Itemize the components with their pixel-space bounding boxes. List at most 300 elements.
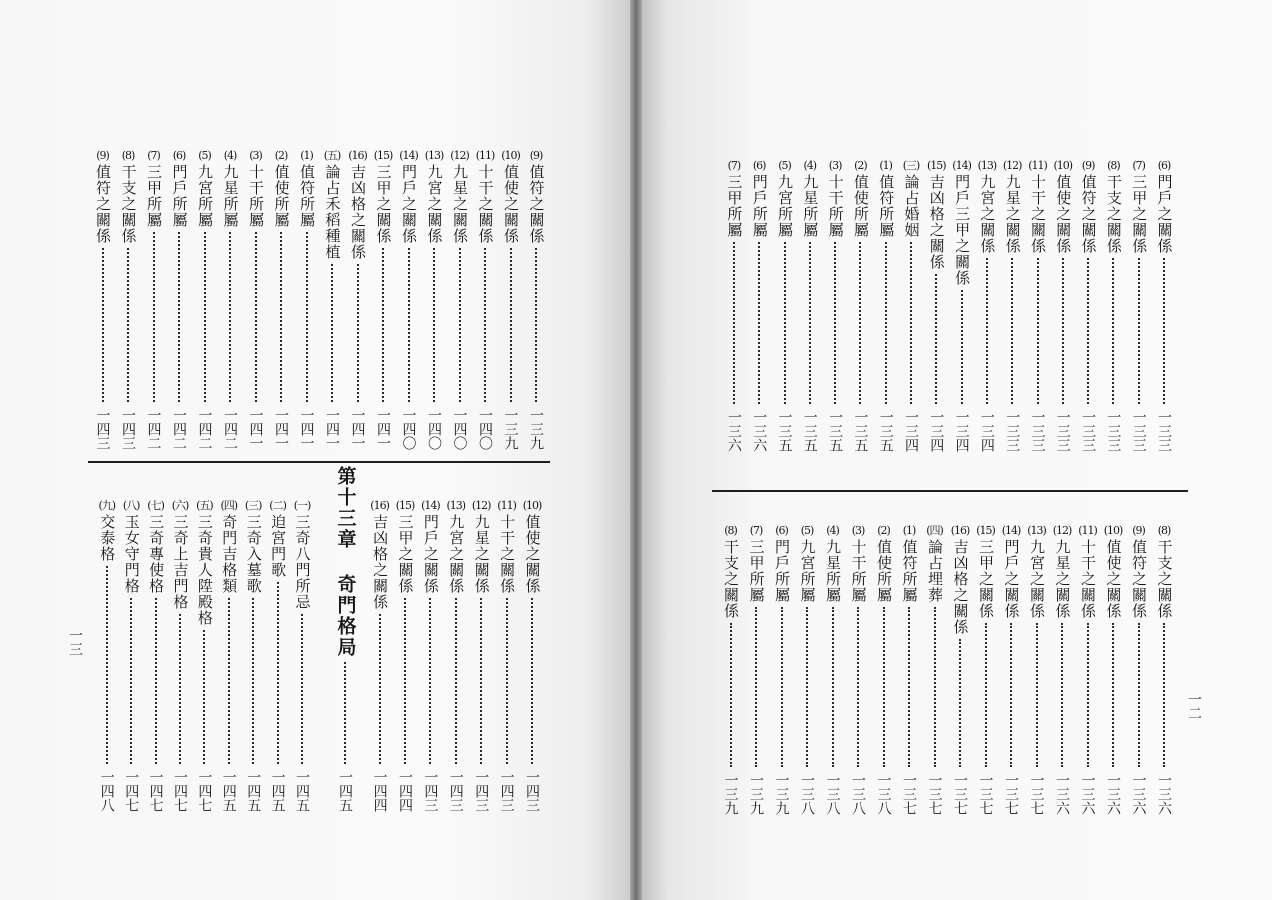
toc-entry [397, 150, 421, 450]
leader-dots [408, 248, 410, 402]
entry-title: 十干之關係 [1029, 174, 1047, 254]
toc-entry [1050, 525, 1074, 815]
entry-page-number: 一三六 [1130, 773, 1147, 815]
entry-number: (12) [1002, 159, 1022, 172]
leader-dots [1037, 258, 1039, 404]
leader-dots [885, 242, 887, 404]
entry-page-number: 一四五 [245, 770, 262, 812]
toc-entry [950, 160, 974, 452]
entry-page-number: 一四七 [196, 770, 213, 812]
toc-entry [795, 525, 819, 815]
entry-title: 干支之關係 [119, 164, 138, 244]
leader-dots [480, 598, 482, 764]
entry-number: (15) [976, 524, 995, 537]
entry-number: (12) [450, 149, 469, 162]
toc-entry [91, 150, 115, 450]
leader-dots [429, 598, 431, 764]
entry-page-number: 一三六 [1105, 773, 1121, 815]
leader-dots [1112, 258, 1114, 404]
entry-title: 三甲之關係 [977, 539, 995, 619]
entry-title: 干支之關係 [722, 539, 740, 619]
entry-title: 九宮之關係 [425, 164, 444, 244]
entry-title: 玉女守門格 [122, 514, 141, 594]
leader-dots [178, 232, 180, 402]
toc-entry [1101, 160, 1125, 452]
entry-title: 門戶所屬 [170, 164, 189, 228]
entry-page-number: 一三五 [801, 410, 818, 452]
toc-entry [846, 525, 870, 815]
leader-dots [277, 582, 279, 764]
entry-number: (10) [501, 149, 520, 162]
toc-entry [923, 525, 947, 815]
entry-title: 值符所屬 [877, 174, 896, 238]
entry-page-number: 一三三 [1080, 410, 1097, 452]
entry-page-number: 一四七 [123, 770, 140, 812]
entry-title: 吉凶格之關係 [371, 514, 390, 610]
toc-entry [719, 525, 743, 815]
entry-page-number: 一三五 [776, 410, 793, 452]
leader-dots [755, 607, 757, 767]
toc-entry [823, 160, 847, 452]
toc-entry [193, 150, 217, 450]
entry-page-number: 一四一 [324, 408, 340, 450]
leader-dots [1011, 258, 1013, 404]
leader-dots [834, 242, 836, 404]
entry-title: 干支之關係 [1104, 174, 1123, 254]
entry-page-number: 一三九 [773, 773, 790, 815]
toc-entry [295, 150, 319, 450]
leader-dots [433, 248, 435, 402]
entry-page-number: 一三七 [952, 773, 968, 815]
entry-number: (14) [399, 149, 418, 162]
leader-dots [935, 274, 937, 404]
entry-title: 九星所屬 [824, 539, 842, 603]
toc-entry [95, 500, 119, 812]
entry-page-number: 一四七 [147, 770, 164, 812]
entry-number: (12) [471, 499, 491, 512]
entry-number: (三) [244, 499, 262, 512]
entry-title: 三甲所屬 [145, 164, 163, 228]
entry-number: (7) [147, 149, 160, 162]
leader-dots [1163, 623, 1165, 767]
toc-entry [722, 160, 746, 452]
leader-dots [179, 614, 181, 764]
leader-dots [203, 630, 205, 764]
leader-dots [985, 623, 987, 767]
toc-entry [1127, 160, 1151, 452]
entry-number: (1) [902, 524, 916, 537]
toc-entry [266, 500, 290, 812]
leader-dots [153, 232, 155, 402]
entry-page-number: 一四二 [196, 408, 213, 450]
entry-title: 論占禾稻種植 [323, 164, 342, 260]
entry-title: 門戶所屬 [750, 174, 769, 238]
entry-number: (5) [778, 159, 791, 172]
toc-entry [269, 150, 293, 450]
entry-title: 三奇八門所忌 [293, 514, 312, 610]
entry-page-number: 一三七 [926, 773, 943, 815]
entry-title: 門戶之關係 [1155, 174, 1174, 254]
toc-entry [320, 150, 344, 450]
toc-entry [116, 150, 140, 450]
entry-page-number: 一四三 [120, 408, 136, 450]
entry-title: 迫宮門歌 [269, 514, 288, 578]
entry-number: (五) [323, 149, 341, 162]
leader-dots [1062, 258, 1064, 404]
entry-page-number: 一三三 [1004, 410, 1021, 452]
toc-entry [422, 150, 446, 450]
entry-page-number: 一四〇 [477, 408, 493, 450]
toc-entry [975, 160, 999, 452]
entry-page-number: 一四五 [269, 770, 286, 812]
entry-page-number: 一三八 [824, 773, 841, 815]
entry-number: (16) [370, 499, 389, 512]
entry-number: (6) [1157, 159, 1171, 172]
toc-entry [119, 500, 143, 812]
entry-page-number: 一四七 [172, 770, 188, 812]
entry-page-number: 一四四 [371, 770, 388, 812]
leader-dots [484, 248, 486, 402]
toc-entry [1076, 160, 1100, 452]
entry-title: 三甲之關係 [1130, 174, 1149, 254]
entry-number: (9) [96, 149, 109, 162]
entry-title: 值符之關係 [1079, 174, 1098, 254]
toc-entry [798, 160, 822, 452]
entry-page-number: 一四〇 [426, 408, 442, 450]
entry-title: 值使所屬 [272, 164, 291, 228]
entry-page-number: 一四三 [422, 770, 439, 812]
toc-entry [1000, 160, 1024, 452]
entry-number: (1) [879, 159, 892, 172]
chapter-title: 第十三章 奇門格局 [334, 466, 357, 658]
leader-dots [127, 248, 129, 402]
entry-title: 奇門吉格類 [220, 514, 239, 594]
toc-entry [1025, 525, 1049, 815]
entry-title: 值符所屬 [298, 164, 316, 228]
toc-entry [872, 525, 896, 815]
leader-dots [229, 232, 231, 402]
entry-number: (3) [249, 149, 262, 162]
toc-entry [469, 500, 493, 812]
entry-number: (2) [854, 159, 867, 172]
leader-dots [832, 607, 834, 767]
entry-number: (二) [269, 499, 286, 512]
entry-page-number: 一三八 [875, 773, 892, 815]
right-folio: 一二 [1186, 692, 1202, 720]
entry-title: 九宮所屬 [776, 174, 794, 238]
entry-title: 值符之關係 [94, 164, 112, 244]
entry-title: 論占埋葬 [926, 539, 944, 603]
entry-title: 三甲所屬 [747, 539, 766, 603]
entry-page-number: 一四一 [349, 408, 366, 450]
entry-number: (14) [1001, 524, 1021, 537]
entry-title: 三甲所屬 [725, 174, 744, 238]
leader-dots [1087, 623, 1089, 767]
leader-dots [255, 232, 257, 402]
entry-number: (4) [223, 149, 237, 162]
toc-entry [747, 160, 771, 452]
entry-number: (7) [749, 524, 763, 537]
entry-page-number: 一三六 [1156, 773, 1172, 815]
entry-number: (七) [147, 499, 164, 512]
entry-number: (4) [826, 524, 839, 537]
entry-number: (1) [300, 149, 313, 162]
entry-number: (15) [395, 499, 415, 512]
entry-number: (11) [1028, 159, 1047, 172]
entry-title: 值使所屬 [851, 174, 870, 238]
toc-entry [368, 500, 392, 812]
entry-page-number: 一四三 [498, 770, 515, 812]
leader-dots [306, 232, 308, 402]
entry-title: 值使之關係 [502, 164, 520, 244]
entry-number: (14) [952, 159, 971, 172]
leader-dots [379, 614, 381, 764]
leader-dots [280, 232, 282, 402]
chapter-heading [330, 466, 360, 812]
leader-dots [781, 607, 783, 767]
entry-page-number: 一三九 [528, 408, 544, 450]
leader-dots [331, 264, 333, 402]
entry-page-number: 一四四 [397, 770, 413, 812]
toc-entry [773, 160, 797, 452]
leader-dots [531, 598, 533, 764]
leader-dots [535, 248, 537, 402]
entry-page-number: 一四五 [294, 770, 310, 812]
entry-page-number: 一三三 [1054, 410, 1071, 452]
leader-dots [228, 598, 230, 764]
entry-page-number: 一四二 [171, 408, 187, 450]
leader-dots [1163, 258, 1165, 404]
leader-dots [1087, 258, 1089, 404]
entry-number: (八) [122, 499, 140, 512]
entry-number: (3) [851, 524, 865, 537]
entry-title: 吉凶格之關係 [349, 164, 367, 260]
entry-title: 九宮之關係 [978, 174, 997, 254]
entry-number: (16) [348, 149, 367, 162]
toc-entry [244, 150, 268, 450]
leader-dots [883, 607, 885, 767]
entry-page-number: 一四八 [98, 770, 115, 812]
leader-dots [1010, 623, 1012, 767]
entry-page-number: 一四三 [94, 408, 111, 450]
entry-page-number: 一三八 [850, 773, 866, 815]
entry-title: 值符之關係 [1130, 539, 1148, 619]
toc-entry [1051, 160, 1075, 452]
toc-entry [144, 500, 168, 812]
toc-entry [167, 150, 191, 450]
leader-dots [1138, 623, 1140, 767]
entry-number: (6) [775, 524, 788, 537]
leader-dots [455, 598, 457, 764]
entry-page-number: 一三三 [1130, 410, 1147, 452]
toc-entry [1026, 160, 1050, 452]
toc-entry [168, 500, 192, 812]
toc-entry [495, 500, 519, 812]
toc-entry [371, 150, 395, 450]
entry-page-number: 一四一 [298, 408, 315, 450]
entry-number: (3) [828, 159, 842, 172]
toc-entry [346, 150, 370, 450]
entry-number: (8) [121, 149, 135, 162]
entry-page-number: 一三八 [799, 773, 815, 815]
entry-number: (10) [1053, 159, 1073, 172]
leader-dots [908, 607, 910, 767]
right-section-divider [712, 490, 1188, 492]
leader-dots [758, 242, 760, 404]
entry-number: (一) [293, 499, 311, 512]
entry-number: (8) [1157, 524, 1171, 537]
leader-dots [204, 232, 206, 402]
toc-entry [848, 160, 872, 452]
entry-title: 三奇入墓歌 [244, 514, 263, 594]
leader-dots [1138, 258, 1140, 404]
entry-number: (16) [950, 524, 970, 537]
entry-title: 十干之關係 [1079, 539, 1097, 619]
entry-page-number: 一四二 [145, 408, 162, 450]
toc-entry [744, 525, 768, 815]
entry-number: (9) [1081, 159, 1095, 172]
leader-dots [510, 248, 512, 402]
leader-dots [344, 662, 346, 764]
entry-page-number: 一三六 [751, 410, 768, 452]
entry-page-number: 一三四 [953, 410, 970, 452]
entry-number: (2) [274, 149, 288, 162]
leader-dots [986, 258, 988, 404]
entry-title: 值使所屬 [875, 539, 893, 603]
leader-dots [106, 566, 108, 764]
entry-page-number: 一三三 [1029, 410, 1046, 452]
entry-title: 九宮之關係 [1028, 539, 1046, 619]
entry-title: 十干所屬 [826, 174, 845, 238]
entry-number: (6) [752, 159, 766, 172]
leader-dots [934, 607, 936, 767]
entry-page-number: 一三四 [928, 410, 945, 452]
leader-dots [357, 264, 359, 402]
entry-number: (11) [1078, 524, 1097, 537]
entry-number: (13) [446, 499, 466, 512]
leader-dots [859, 242, 861, 404]
entry-page-number: 一三九 [502, 408, 519, 450]
entry-title: 吉凶格之關係 [927, 174, 946, 270]
entry-number: (五) [196, 499, 213, 512]
leader-dots [252, 598, 254, 764]
entry-number: (14) [421, 499, 440, 512]
entry-title: 三甲之關係 [374, 164, 393, 244]
leader-dots [382, 248, 384, 402]
entry-title: 十干之關係 [498, 514, 517, 594]
leader-dots [910, 242, 912, 404]
toc-entry [217, 500, 241, 812]
entry-number: (13) [1027, 524, 1046, 537]
entry-title: 十干之關係 [476, 164, 495, 244]
entry-page-number: 一三四 [978, 410, 995, 452]
entry-number: (10) [1103, 524, 1123, 537]
entry-title: 九星所屬 [801, 174, 820, 238]
entry-title: 九星之關係 [451, 164, 469, 244]
leader-dots [733, 242, 735, 404]
toc-entry [524, 150, 548, 450]
entry-title: 三甲之關係 [396, 514, 415, 594]
entry-title: 九宮所屬 [196, 164, 214, 228]
toc-entry [290, 500, 314, 812]
entry-title: 十干所屬 [247, 164, 265, 228]
entry-page-number: 一三四 [903, 410, 919, 452]
entry-title: 九星之關係 [472, 514, 491, 594]
entry-page-number: 一四三 [473, 770, 490, 812]
entry-title: 門戶三甲之關係 [953, 174, 972, 286]
leader-dots [730, 623, 732, 767]
entry-number: (2) [877, 524, 890, 537]
entry-title: 三奇專使格 [147, 514, 166, 594]
toc-entry [499, 150, 523, 450]
left-folio: 一三 [67, 628, 83, 656]
entry-page-number: 一三六 [1079, 773, 1096, 815]
entry-number: (15) [373, 149, 393, 162]
entry-page-number: 一四一 [247, 408, 264, 450]
toc-entry [393, 500, 417, 812]
entry-title: 值使之關係 [523, 514, 542, 594]
entry-number: (10) [522, 499, 542, 512]
toc-entry [448, 150, 472, 450]
entry-page-number: 一三六 [1054, 773, 1070, 815]
entry-number: (7) [727, 159, 741, 172]
toc-entry [948, 525, 972, 815]
entry-number: (9) [529, 149, 543, 162]
entry-number: (三) [902, 159, 920, 172]
entry-number: (四) [220, 499, 238, 512]
leader-dots [784, 242, 786, 404]
entry-title: 三奇貴人陞殿格 [195, 514, 214, 626]
entry-title: 九宮所屬 [798, 539, 817, 603]
leader-dots [809, 242, 811, 404]
entry-title: 值使之關係 [1104, 539, 1123, 619]
leader-dots [404, 598, 406, 764]
leader-dots [506, 598, 508, 764]
entry-page-number: 一三三 [1156, 410, 1172, 452]
entry-title: 值使之關係 [1054, 174, 1073, 254]
entry-number: (12) [1052, 524, 1072, 537]
toc-entry [770, 525, 794, 815]
entry-title: 九星所屬 [221, 164, 240, 228]
toc-entry [974, 525, 998, 815]
entry-number: (六) [171, 499, 189, 512]
toc-entry [142, 150, 166, 450]
toc-entry [1127, 525, 1151, 815]
entry-number: (6) [172, 149, 186, 162]
entry-number: (8) [724, 524, 737, 537]
entry-title: 論占婚姻 [902, 174, 921, 238]
entry-page-number: 一四一 [273, 408, 289, 450]
entry-number: (九) [98, 499, 116, 512]
entry-title: 干支之關係 [1155, 539, 1174, 619]
leader-dots [1112, 623, 1114, 767]
entry-title: 門戶之關係 [1002, 539, 1021, 619]
leader-dots [102, 248, 104, 402]
entry-number: (8) [1107, 159, 1120, 172]
toc-entry [924, 160, 948, 452]
entry-number: (13) [424, 149, 444, 162]
toc-entry [899, 160, 923, 452]
entry-title: 九宮之關係 [447, 514, 466, 594]
toc-entry [1076, 525, 1100, 815]
leader-dots [961, 290, 963, 404]
entry-number: (11) [475, 149, 495, 162]
entry-title: 九星之關係 [1003, 174, 1022, 254]
leader-dots [806, 607, 808, 767]
entry-page-number: 一四三 [524, 770, 540, 812]
leader-dots [1061, 623, 1063, 767]
entry-title: 吉凶格之關係 [951, 539, 970, 635]
